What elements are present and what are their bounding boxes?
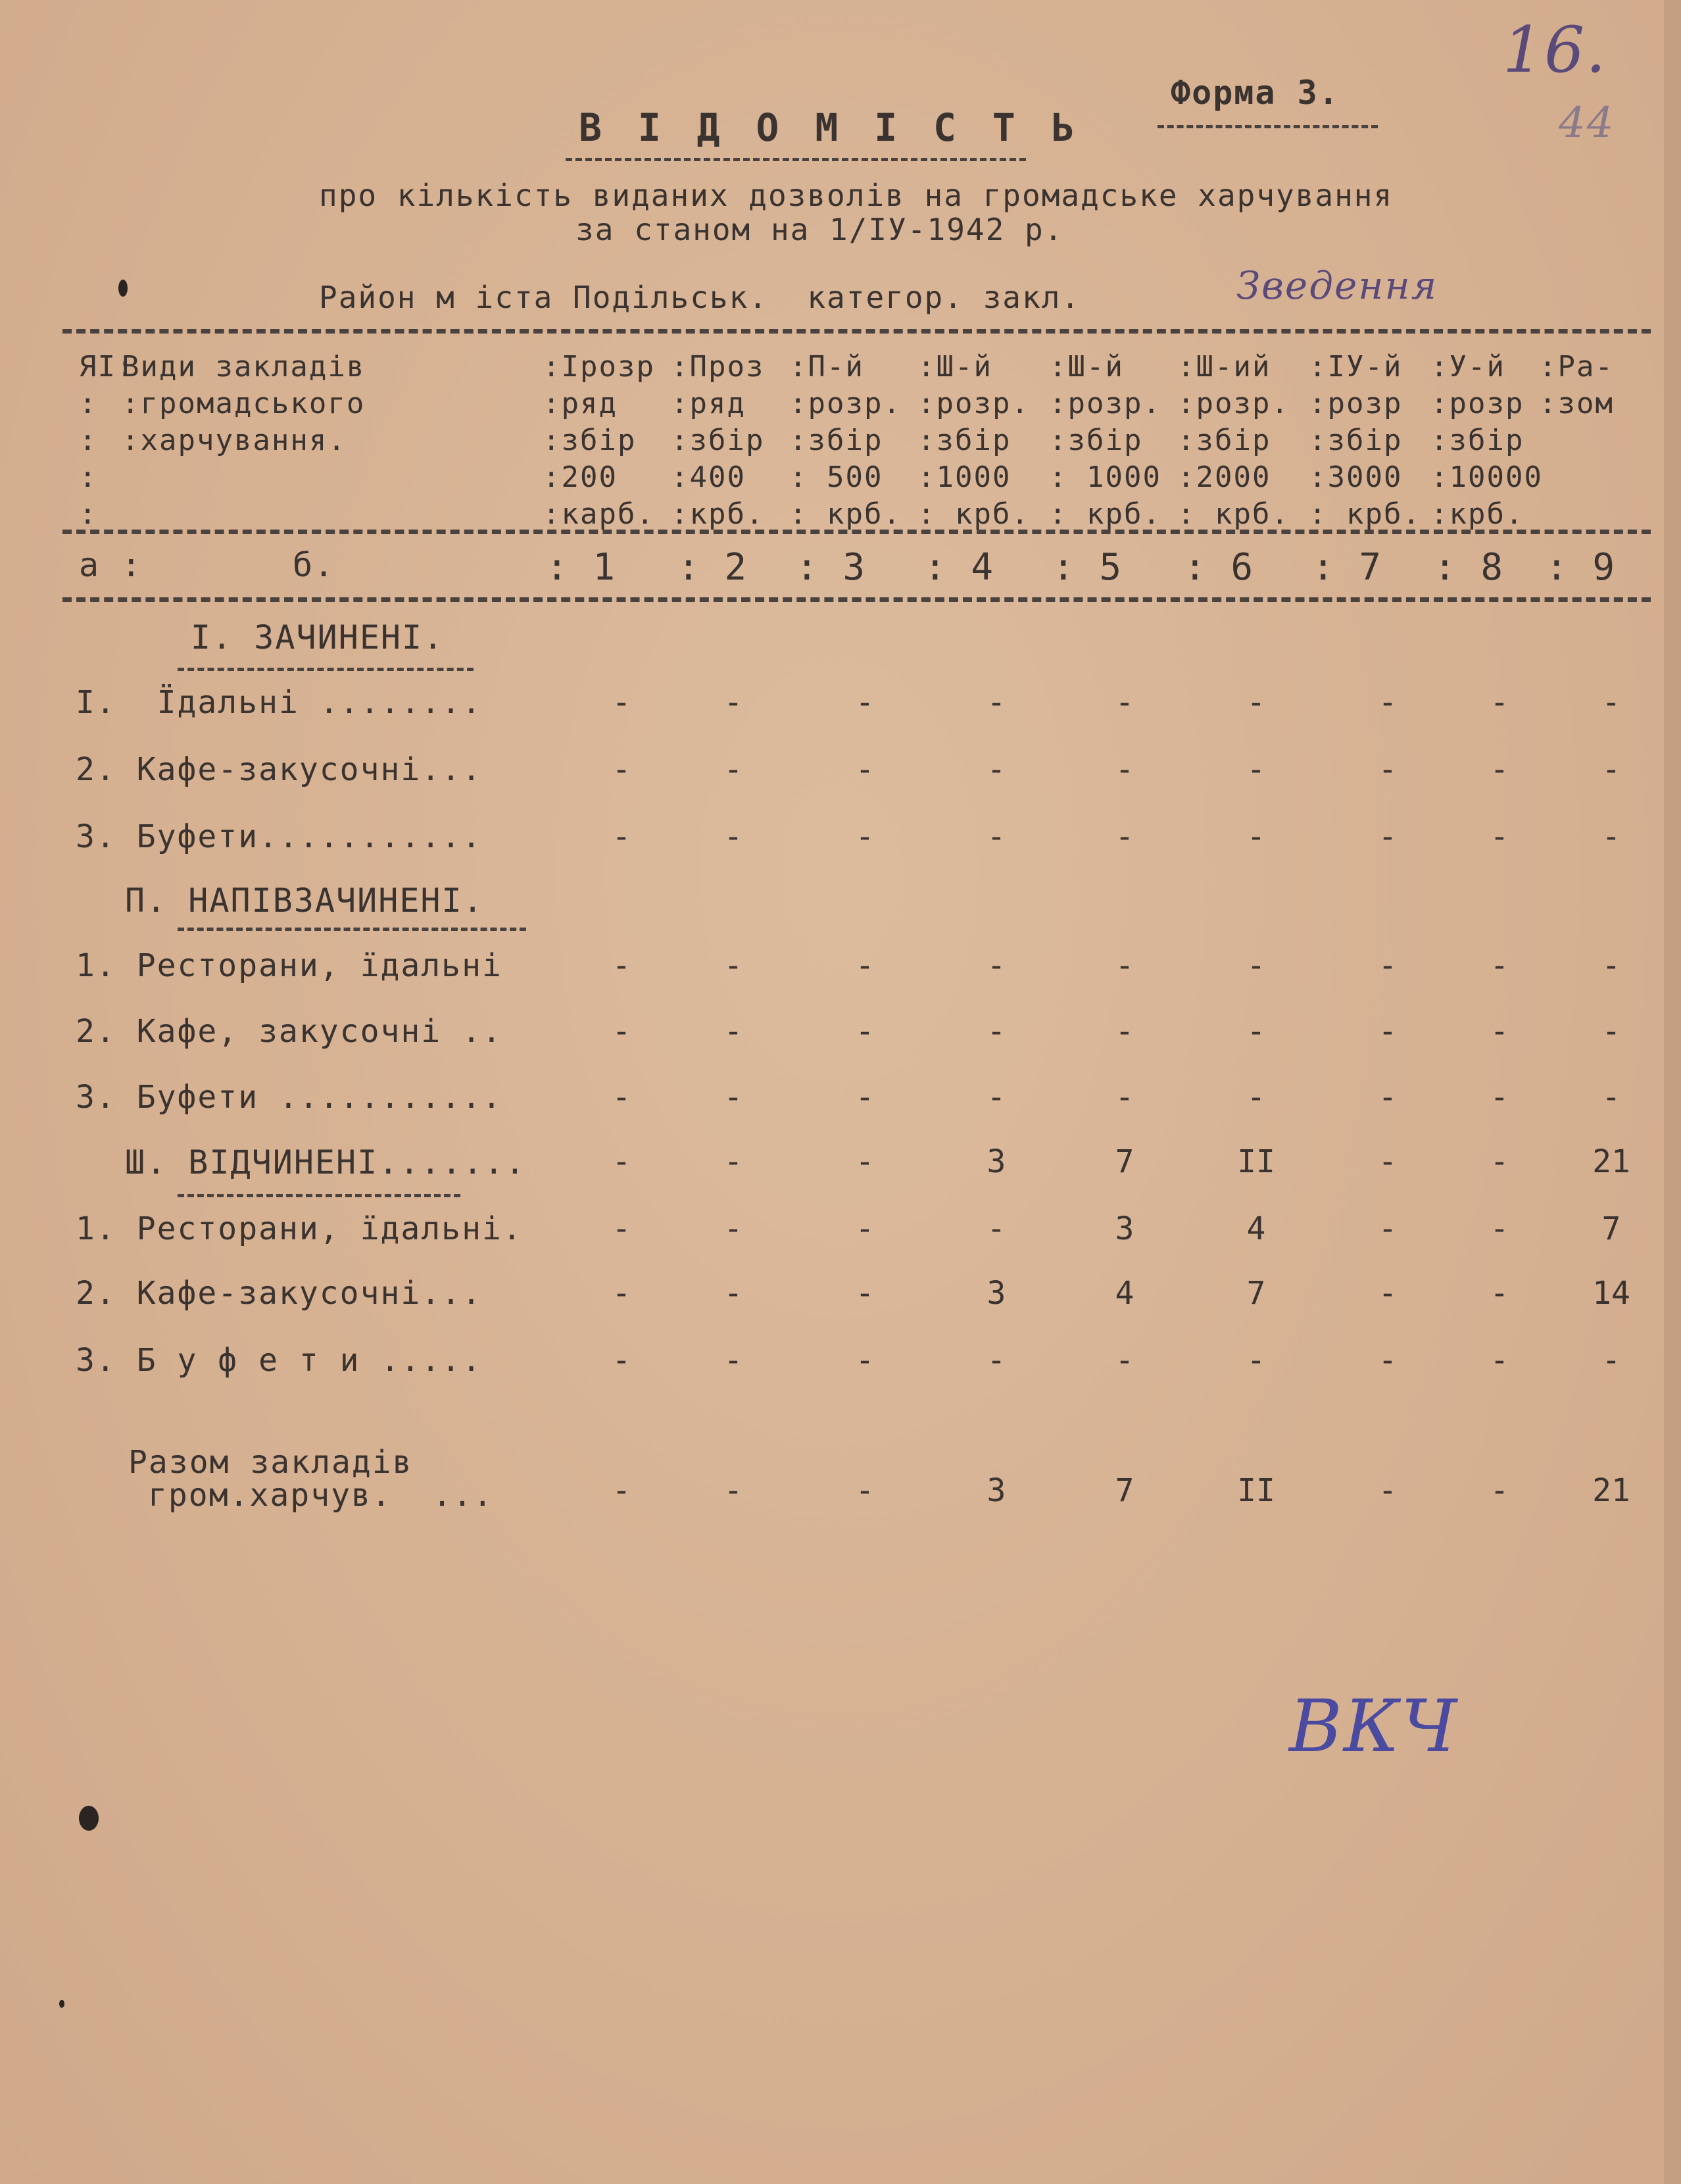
section-total-cell: 3 xyxy=(987,1143,1006,1180)
table-cell: - xyxy=(1601,1013,1621,1050)
index-8: : 8 xyxy=(1434,546,1505,589)
table-cell: - xyxy=(1601,684,1621,721)
table-cell: - xyxy=(987,1210,1006,1247)
table-cell: - xyxy=(855,684,875,721)
table-cell: - xyxy=(1490,1079,1509,1116)
index-6: : 6 xyxy=(1184,546,1255,589)
table-cell: - xyxy=(987,1079,1006,1116)
section-total-cell: - xyxy=(723,1143,743,1180)
section-total-cell: - xyxy=(612,1143,631,1180)
table-cell: - xyxy=(1115,947,1134,984)
section-underline xyxy=(178,1194,460,1197)
document-title: В І Д О М І С Т Ь xyxy=(579,105,1081,150)
table-cell: - xyxy=(1490,947,1509,984)
table-cell: - xyxy=(612,751,631,788)
table-cell: - xyxy=(1246,684,1266,721)
table-cell: 7 xyxy=(1601,1210,1621,1247)
table-cell: - xyxy=(1246,751,1266,788)
section-total-cell: 21 xyxy=(1592,1143,1630,1180)
total-cell: II xyxy=(1237,1472,1275,1509)
punch-mark xyxy=(118,280,128,297)
table-cell: - xyxy=(987,947,1006,984)
header-col-6: :Ш-ий :розр. :збір :2000 : крб. xyxy=(1177,350,1290,531)
total-label-1: Разом закладів xyxy=(128,1444,413,1481)
header-kind: Види закладів :громадського :харчування. xyxy=(122,350,366,457)
table-cell: - xyxy=(612,1210,631,1247)
table-cell: - xyxy=(987,684,1006,721)
table-cell: - xyxy=(855,947,875,984)
table-cell: - xyxy=(987,818,1006,855)
table-cell: - xyxy=(1378,1079,1398,1116)
subtitle-line-1: про кількість виданих дозволів на громадське харчування xyxy=(319,178,1394,213)
table-cell: 4 xyxy=(1115,1275,1134,1312)
row-label: 2. Кафе-закусочні... xyxy=(76,1275,482,1312)
section-total-cell: - xyxy=(855,1143,875,1180)
table-cell: - xyxy=(1490,1275,1509,1312)
index-3: : 3 xyxy=(796,546,867,589)
table-cell: - xyxy=(1246,1013,1266,1050)
table-cell: - xyxy=(1601,751,1621,788)
table-cell: - xyxy=(612,1079,631,1116)
district-line: Район м іста Подільськ. категор. закл. xyxy=(319,280,1081,315)
total-cell: - xyxy=(1490,1472,1509,1509)
page-number-2: 44 xyxy=(1559,99,1615,147)
index-2: : 2 xyxy=(677,546,748,589)
section-heading: Ш. ВІДЧИНЕНІ....... xyxy=(125,1143,526,1181)
index-1: : 1 xyxy=(546,546,617,589)
paper-edge xyxy=(1664,0,1681,2184)
table-cell: - xyxy=(723,818,743,855)
header-col-1: :Iрозр :ряд :збір :200 :карб. xyxy=(543,350,655,531)
title-underline xyxy=(566,158,1026,161)
table-cell: - xyxy=(723,1013,743,1050)
total-label-2: гром.харчув. ... xyxy=(148,1477,494,1514)
index-a: а : xyxy=(79,546,143,584)
section-total-cell: - xyxy=(1490,1143,1509,1180)
total-cell: 21 xyxy=(1592,1472,1630,1509)
index-4: : 4 xyxy=(924,546,995,589)
table-cell: - xyxy=(612,947,631,984)
total-cell: - xyxy=(723,1472,743,1509)
total-cell: - xyxy=(612,1472,631,1509)
total-cell: - xyxy=(855,1472,875,1509)
header-col-5: :Ш-й :розр. :збір : 1000 : крб. xyxy=(1049,350,1161,531)
table-cell: - xyxy=(1115,1342,1134,1379)
table-cell: - xyxy=(1601,818,1621,855)
header-col-7: :IУ-й :розр :збір :3000 : крб. xyxy=(1309,350,1421,531)
header-nr: ЯІ: : : : : xyxy=(79,350,135,531)
table-cell: - xyxy=(723,1079,743,1116)
punch-mark xyxy=(79,1806,99,1831)
page-number: 16. xyxy=(1503,13,1607,87)
table-cell: - xyxy=(1490,1342,1509,1379)
table-cell: - xyxy=(1490,818,1509,855)
table-cell: - xyxy=(1246,818,1266,855)
table-cell: - xyxy=(1115,1079,1134,1116)
row-label: 3. Буфети ........... xyxy=(76,1079,502,1116)
table-cell: - xyxy=(1378,818,1398,855)
section-heading: I. ЗАЧИНЕНІ. xyxy=(191,618,445,657)
header-col-3: :П-й :розр. :збір : 500 : крб. xyxy=(789,350,902,531)
table-cell: - xyxy=(723,1210,743,1247)
table-cell: - xyxy=(1490,684,1509,721)
table-cell: - xyxy=(1378,947,1398,984)
header-col-2: :Проз :ряд :збір :400 :крб. xyxy=(671,350,765,531)
table-cell: - xyxy=(1115,1013,1134,1050)
row-label: 2. Кафе, закусочні .. xyxy=(76,1013,502,1050)
table-cell: - xyxy=(1490,1013,1509,1050)
table-cell: - xyxy=(612,1342,631,1379)
district-handwritten: Зведення xyxy=(1236,263,1438,308)
table-cell: - xyxy=(855,818,875,855)
table-cell: - xyxy=(987,751,1006,788)
row-label: 1. Ресторани, їдальні xyxy=(76,947,502,984)
table-cell: - xyxy=(1490,1210,1509,1247)
form-label: Форма 3. xyxy=(1171,74,1340,112)
table-cell: - xyxy=(723,684,743,721)
table-cell: - xyxy=(1378,684,1398,721)
table-cell: - xyxy=(987,1013,1006,1050)
table-cell: - xyxy=(1490,751,1509,788)
table-cell: - xyxy=(723,1342,743,1379)
section-underline xyxy=(178,668,474,671)
table-cell: - xyxy=(1378,1342,1398,1379)
table-cell: 7 xyxy=(1246,1275,1266,1312)
table-cell: - xyxy=(612,1275,631,1312)
table-cell: - xyxy=(1378,1210,1398,1247)
table-cell: - xyxy=(1601,947,1621,984)
index-5: : 5 xyxy=(1052,546,1123,589)
header-bottom-rule xyxy=(62,597,1651,602)
header-mid-rule xyxy=(62,530,1651,534)
punch-mark xyxy=(59,2000,64,2008)
table-cell: - xyxy=(1115,684,1134,721)
table-cell: - xyxy=(612,818,631,855)
table-cell: - xyxy=(855,1013,875,1050)
header-col-4: :Ш-й :розр. :збір :1000 : крб. xyxy=(917,350,1030,531)
index-b: б. xyxy=(293,546,335,584)
table-cell: - xyxy=(855,1342,875,1379)
section-total-cell: 7 xyxy=(1115,1143,1134,1180)
index-7: : 7 xyxy=(1312,546,1383,589)
row-label: 3. Буфети........... xyxy=(76,818,482,855)
header-top-rule xyxy=(62,329,1651,334)
table-cell: - xyxy=(612,1013,631,1050)
subtitle-line-2: за станом на 1/IУ-1942 р. xyxy=(575,212,1064,247)
section-heading: П. НАПІВЗАЧИНЕНІ. xyxy=(125,881,484,920)
table-cell: - xyxy=(1378,1275,1398,1312)
table-cell: - xyxy=(612,684,631,721)
table-cell: - xyxy=(1601,1342,1621,1379)
table-cell: - xyxy=(1601,1079,1621,1116)
header-col-8: :У-й :розр :збір :10000 :крб. xyxy=(1430,350,1543,531)
header-col-9: :Ра- :зом xyxy=(1539,350,1614,420)
total-cell: - xyxy=(1378,1472,1398,1509)
row-label: 3. Б у ф е т и ..... xyxy=(76,1342,482,1379)
table-cell: - xyxy=(723,751,743,788)
table-cell: - xyxy=(723,947,743,984)
table-cell: - xyxy=(855,1210,875,1247)
table-cell: - xyxy=(1246,1079,1266,1116)
table-cell: - xyxy=(1246,1342,1266,1379)
section-underline xyxy=(178,928,526,931)
table-cell: - xyxy=(1378,751,1398,788)
index-9: : 9 xyxy=(1546,546,1617,589)
table-cell: - xyxy=(723,1275,743,1312)
section-total-cell: - xyxy=(1378,1143,1398,1180)
table-cell: 4 xyxy=(1246,1210,1266,1247)
table-cell: - xyxy=(1115,818,1134,855)
table-cell: - xyxy=(1246,947,1266,984)
table-cell: - xyxy=(1378,1013,1398,1050)
table-cell: - xyxy=(855,751,875,788)
table-cell: 3 xyxy=(987,1275,1006,1312)
table-cell: - xyxy=(1115,751,1134,788)
row-label: 1. Ресторани, їдальні. xyxy=(76,1210,523,1247)
total-cell: 7 xyxy=(1115,1472,1134,1509)
table-cell: 3 xyxy=(1115,1210,1134,1247)
table-cell: - xyxy=(855,1275,875,1312)
table-cell: - xyxy=(855,1079,875,1116)
row-label: 2. Кафе-закусочні... xyxy=(76,751,482,788)
total-cell: 3 xyxy=(987,1472,1006,1509)
row-label: I. Їдальні ........ xyxy=(76,684,482,721)
table-cell: 14 xyxy=(1592,1275,1630,1312)
form-underline xyxy=(1157,125,1378,128)
signature: ВКЧ xyxy=(1289,1684,1458,1768)
table-cell: - xyxy=(987,1342,1006,1379)
section-total-cell: II xyxy=(1237,1143,1275,1180)
